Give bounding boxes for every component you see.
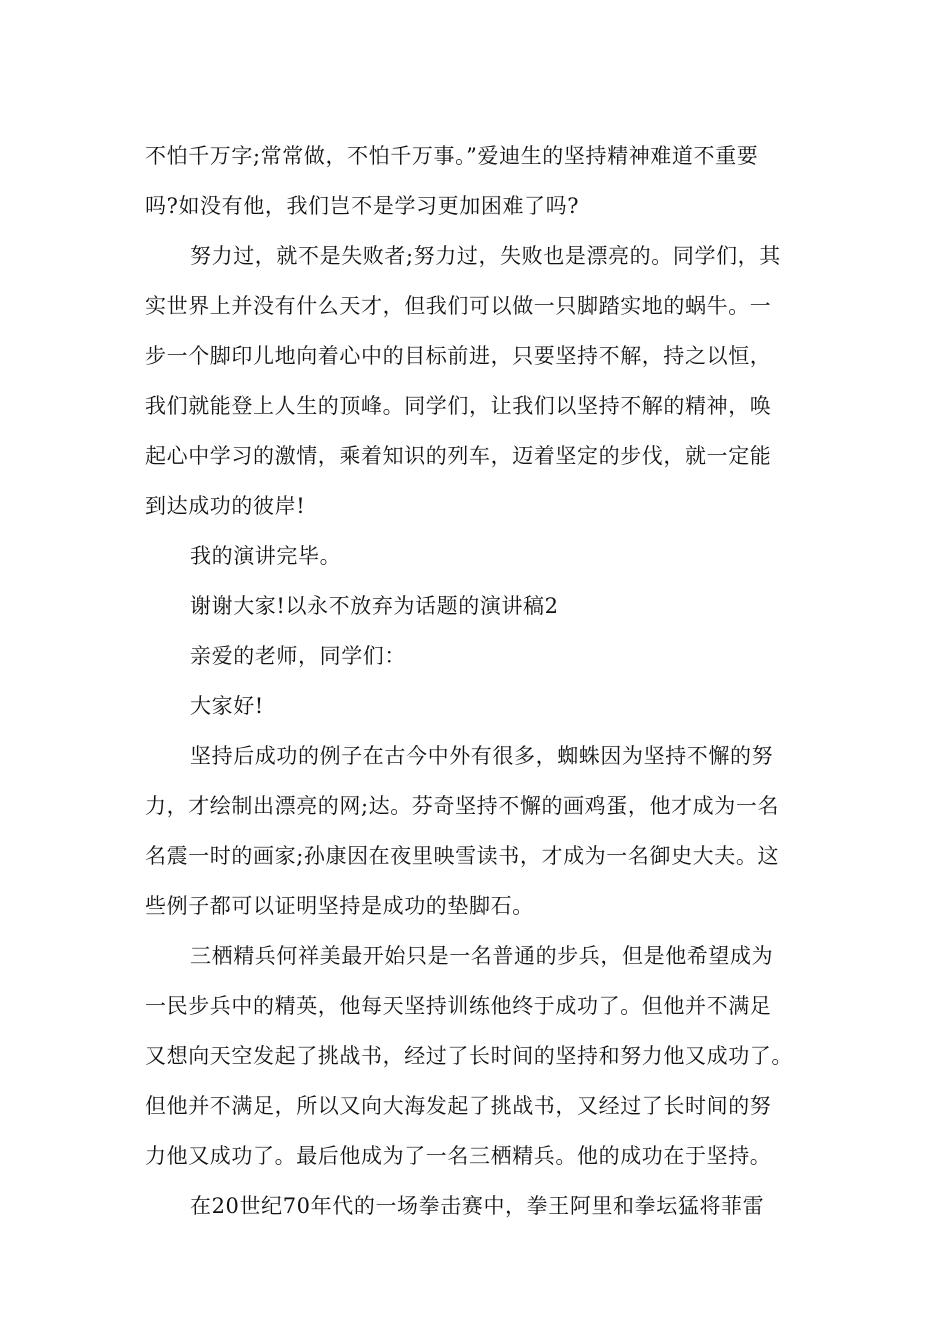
paragraph-start-line: 在20世纪70年代的一场拳击赛中，拳王阿里和拳坛猛将菲雷 (190, 1194, 765, 1218)
text-line: 吗?如没有他，我们岂不是学习更加困难了吗? (145, 194, 580, 218)
salutation-line: 亲爱的老师，同学们： (190, 644, 406, 668)
text-line: 起心中学习的激情，乘着知识的列车，迈着坚定的步伐，就一定能 (145, 444, 772, 468)
text-line: 不怕千万字;常常做，不怕千万事。”爱迪生的坚持精神难道不重要 (145, 144, 759, 168)
text-line: 名震一时的画家;孙康因在夜里映雪读书，才成为一名御史大夫。这 (145, 844, 780, 868)
text-line: 到达成功的彼岸! (145, 494, 306, 518)
document-body (145, 131, 825, 1231)
speech-title-line: 谢谢大家!以永不放弃为话题的演讲稿2 (190, 594, 559, 618)
text-line: 步一个脚印儿地向着心中的目标前进，只要坚持不解，持之以恒， (145, 344, 772, 368)
text-line: 力，才绘制出漂亮的网;达。芬奇坚持不懈的画鸡蛋，他才成为一名 (145, 794, 780, 818)
paragraph-start-line: 三栖精兵何祥美最开始只是一名普通的步兵，但是他希望成为 (190, 944, 774, 968)
greeting-line: 大家好! (190, 694, 264, 718)
text-line: 实世界上并没有什么天才，但我们可以做一只脚踏实地的蜗牛。一 (145, 294, 772, 318)
paragraph-start-line: 努力过，就不是失败者;努力过，失败也是漂亮的。同学们，其 (190, 244, 781, 268)
text-line: 又想向天空发起了挑战书，经过了长时间的坚持和努力他又成功了。 (145, 1044, 793, 1068)
text-line: 力他又成功了。最后他成为了一名三栖精兵。他的成功在于坚持。 (145, 1144, 772, 1168)
text-line: 一民步兵中的精英，他每天坚持训练他终于成功了。但他并不满足 (145, 994, 772, 1018)
text-line: 但他并不满足，所以又向大海发起了挑战书，又经过了长时间的努 (145, 1094, 772, 1118)
text-line: 我们就能登上人生的顶峰。同学们，让我们以坚持不解的精神，唤 (145, 394, 772, 418)
paragraph-start-line: 坚持后成功的例子在古今中外有很多，蜘蛛因为坚持不懈的努 (190, 744, 774, 768)
closing-line: 我的演讲完毕。 (190, 544, 342, 568)
text-line: 些例子都可以证明坚持是成功的垫脚石。 (145, 894, 534, 918)
